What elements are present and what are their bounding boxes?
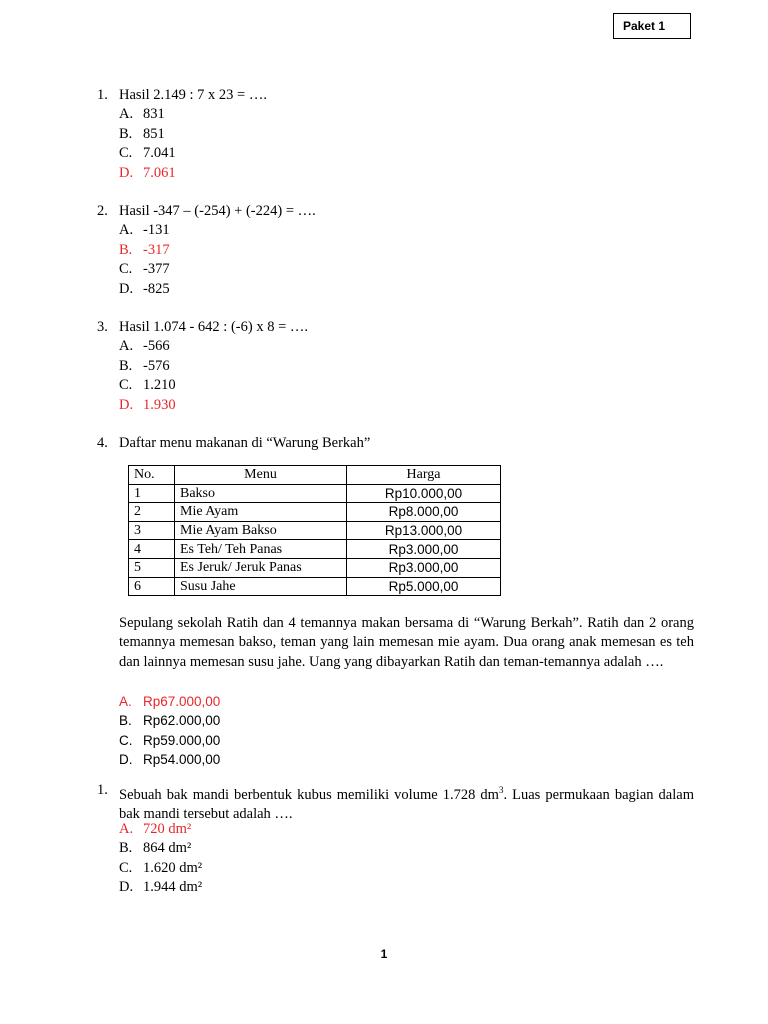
question-text: Hasil -347 – (-254) + (-224) = …. <box>119 203 316 219</box>
option-a: A. -131 <box>119 222 170 239</box>
option-a: A. -566 <box>119 338 170 355</box>
table-row: 3 Mie Ayam Bakso Rp13.000,00 <box>129 521 501 540</box>
question-text: Sebuah bak mandi berbentuk kubus memiliki volume 1.728 $dm^3$. Luas permukaan bagian dalam bak mandi tersebut adalah …. <box>119 785 694 823</box>
option-d: D. Rp54.000,00 <box>119 752 221 768</box>
option-b: B. Rp62.000,00 <box>119 713 221 729</box>
table-row: 4 Es Teh/ Teh Panas Rp3.000,00 <box>129 540 501 559</box>
option-d-answer: D. 7.061 <box>119 164 176 181</box>
option-a-answer: A. 720 dm² <box>119 821 192 837</box>
table-row: 2 Mie Ayam Rp8.000,00 <box>129 503 501 522</box>
option-c: C. Rp59.000,00 <box>119 732 221 748</box>
question-number: 3. <box>97 319 108 335</box>
option-a-answer: A. Rp67.000,00 <box>119 694 221 709</box>
question-number: 2. <box>97 203 108 219</box>
table-header-no: No. <box>129 466 175 485</box>
option-b: B. 864 dm² <box>119 840 192 857</box>
table-row: 1 Bakso Rp10.000,00 <box>129 484 501 503</box>
option-c: C. -377 <box>119 261 170 278</box>
question-text: Hasil 1.074 - 642 : (-6) x 8 = …. <box>119 319 309 335</box>
option-a: A. 831 <box>119 106 165 123</box>
option-d: D. 1.944 dm² <box>119 879 203 896</box>
option-d-answer: D. 1.930 <box>119 396 176 413</box>
question-4-options <box>97 692 697 770</box>
option-b: B. 851 <box>119 125 165 142</box>
page-number: 1 <box>380 947 388 961</box>
question-5-options <box>97 820 697 898</box>
question-2 <box>97 202 697 299</box>
option-b-answer: B. -317 <box>119 241 170 258</box>
question-number: 1. <box>97 782 108 798</box>
option-b: B. -576 <box>119 357 170 374</box>
menu-table <box>128 465 501 596</box>
option-c: C. 1.620 dm² <box>119 859 203 876</box>
option-d: D. -825 <box>119 280 170 297</box>
paket-label: Paket 1 <box>613 13 691 39</box>
option-c: C. 7.041 <box>119 145 176 162</box>
table-header-row <box>129 466 501 485</box>
question-text: Hasil 2.149 : 7 x 23 = …. <box>119 87 267 103</box>
question-4 <box>97 434 697 453</box>
question-text: Daftar menu makanan di “Warung Berkah” <box>119 435 371 451</box>
question-number: 4. <box>97 435 108 451</box>
table-header-menu: Menu <box>175 466 347 485</box>
question-4-story: Sepulang sekolah Ratih dan 4 temannya makan bersama di “Warung Berkah”. Ratih dan 2 orang temannya memesan bakso, teman yang lain memesan mie ayam. Dua orang anak memesan es teh dan lainnya memesan susu jahe. Uang yang dibayarkan Ratih dan teman-temannya adalah …. <box>119 615 694 670</box>
question-1 <box>97 86 697 183</box>
option-c: C. 1.210 <box>119 377 176 394</box>
table-header-harga: Harga <box>347 466 501 485</box>
question-3 <box>97 318 697 415</box>
question-number: 1. <box>97 87 108 103</box>
table-row: 5 Es Jeruk/ Jeruk Panas Rp3.000,00 <box>129 558 501 577</box>
table-row: 6 Susu Jahe Rp5.000,00 <box>129 577 501 596</box>
